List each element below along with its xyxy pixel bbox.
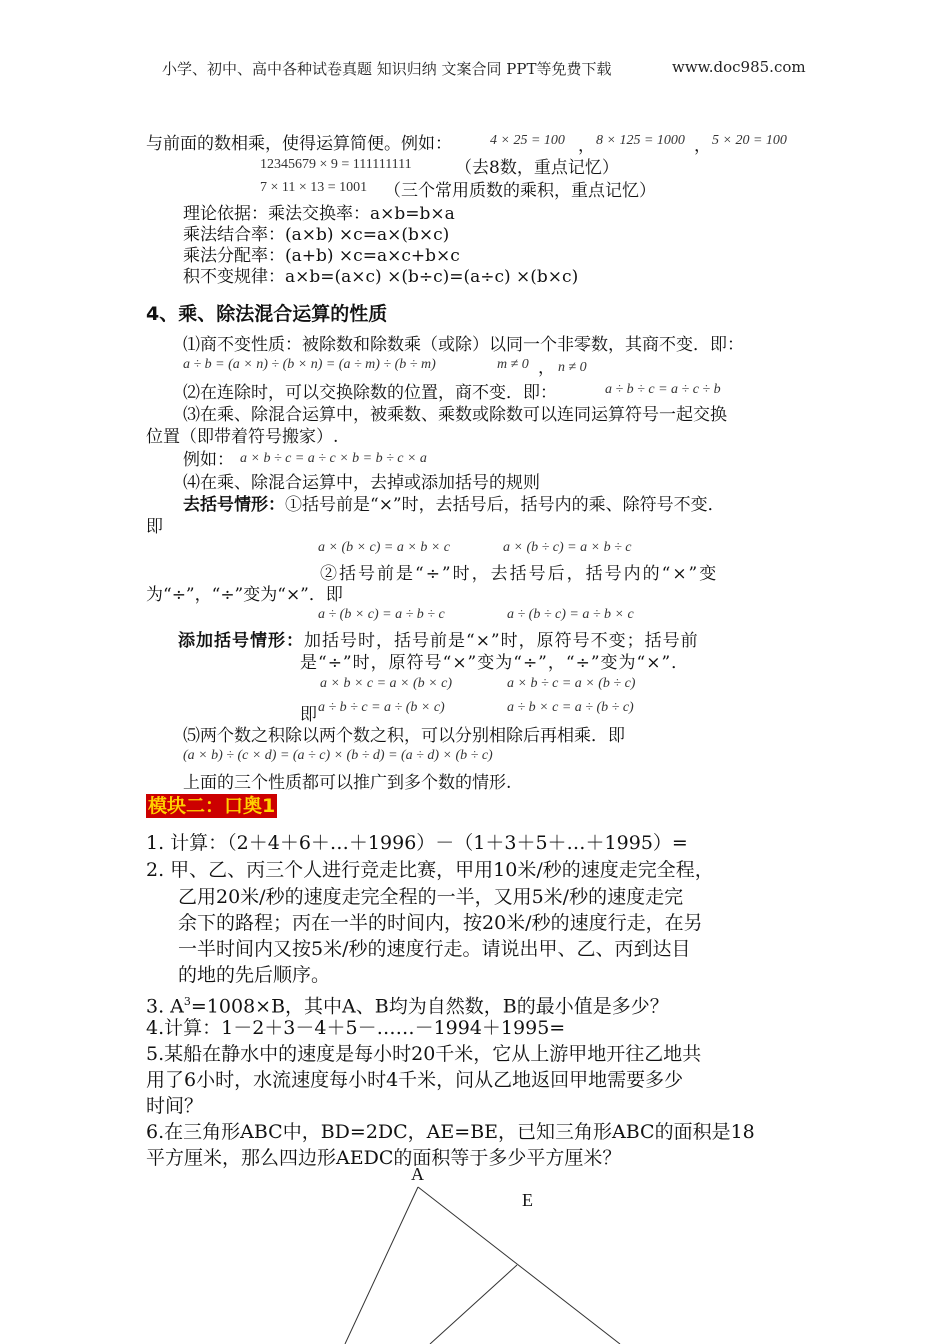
- module-heading: [146, 794, 277, 818]
- property-2: ⑵在连除时，可以交换除数的位置，商不变．即：: [183, 383, 557, 403]
- example-1: 4 × 25 = 100: [490, 133, 565, 148]
- question-6-line1: 6.在三角形ABC中，BD=2DC，AE=BE，已知三角形ABC的面积是18: [146, 1121, 755, 1143]
- law-product-invariance: 积不变规律：a×b=(a×c) ×(b÷c)=(a÷c) ×(b×c): [183, 267, 579, 287]
- example-2: 8 × 125 = 1000: [596, 133, 685, 148]
- add-brackets-rule-1: 加括号时，括号前是“×”时，原符号不变；括号前: [304, 631, 699, 651]
- header-url[interactable]: www.doc985.com: [672, 58, 806, 76]
- remove-brackets-rule-1: ①括号前是“×”时，去括号后，括号内的乘、除符号不变．: [285, 495, 725, 515]
- section-title: 4、乘、除法混合运算的性质: [146, 303, 388, 325]
- property-5: ⑸两个数之积除以两个数之积，可以分别相除后再相乘．即: [183, 726, 625, 746]
- module-title: 模块二：口奥1: [148, 795, 276, 817]
- property-2-formula: a ÷ b ÷ c = a ÷ c ÷ b: [605, 382, 721, 397]
- law-commutative: 理论依据：乘法交换率：a×b=b×a: [183, 204, 455, 224]
- property-3-example-label: 例如：: [183, 450, 234, 470]
- remove-brackets-label: 去括号情形：: [183, 495, 285, 515]
- property-1-condition-m: m ≠ 0: [497, 357, 529, 372]
- property-3-line1: ⑶在乘、除混合运算中，被乘数、乘数或除数可以连同运算符号一起交换: [183, 405, 727, 425]
- add-formula-prefix: 即: [300, 705, 317, 725]
- question-3-prefix: 3. A: [146, 995, 184, 1018]
- remove-brackets-line1: [183, 494, 725, 516]
- remove-brackets-cont: 即: [146, 517, 163, 537]
- property-5-formula: (a × b) ÷ (c × d) = (a ÷ c) × (b ÷ d) = (a ÷ d) × (b ÷ c): [183, 748, 493, 763]
- add-formula-4: a ÷ b × c = a ÷ (b ÷ c): [507, 700, 634, 715]
- segment-ed: [430, 1265, 517, 1344]
- example-5: 7 × 11 × 13 = 1001: [260, 180, 368, 195]
- question-5-line1: 5.某船在静水中的速度是每小时20千米，它从上游甲地开往乙地共: [146, 1043, 702, 1065]
- question-5-line3: 时间？: [146, 1095, 204, 1117]
- property-1-comma: ，: [538, 358, 555, 378]
- question-6-line2: 平方厘米，那么四边形AEDC的面积等于多少平方厘米？: [146, 1147, 622, 1169]
- remove-formula-4: a ÷ (b ÷ c) = a ÷ b × c: [507, 607, 634, 622]
- property-3-example: a × b ÷ c = a ÷ c × b = b ÷ c × a: [240, 451, 427, 466]
- add-brackets-rule-2: 是“÷”时，原符号“×”变为“÷”，“÷”变为“×”．: [300, 653, 690, 673]
- remove-brackets-rule-2: ②括号前是“÷”时，去括号后，括号内的“×”变: [320, 564, 719, 584]
- question-2-line4: 一半时间内又按5米/秒的速度行走。请说出甲、乙、丙到达目: [178, 938, 691, 960]
- remove-brackets-rule-2-cont: 为“÷”，“÷”变为“×”．即: [146, 585, 343, 605]
- side-ac: [418, 1187, 620, 1344]
- question-2-line1: 2. 甲、乙、丙三个人进行竞走比赛，甲用10米/秒的速度走完全程，: [146, 859, 714, 881]
- remove-formula-2: a × (b ÷ c) = a × b ÷ c: [503, 540, 632, 555]
- law-distributive: 乘法分配率：(a+b) ×c=a×c+b×c: [183, 246, 460, 266]
- triangle-figure: [330, 1165, 640, 1344]
- add-formula-3: a ÷ b ÷ c = a ÷ (b × c): [318, 700, 445, 715]
- side-ab: [345, 1187, 418, 1344]
- remove-formula-1: a × (b × c) = a × b × c: [318, 540, 450, 555]
- example-sep-2: ，: [694, 136, 711, 156]
- question-1: 1. 计算：（2＋4＋6＋…＋1996）－（1＋3＋5＋…＋1995）=: [146, 832, 688, 854]
- header-left: 小学、初中、高中各种试卷真题 知识归纳 文案合同 PPT等免费下载: [162, 60, 612, 78]
- question-3-rest: =1008×B，其中A、B均为自然数，B的最小值是多少？: [190, 995, 669, 1018]
- add-formula-1: a × b × c = a × (b × c): [320, 676, 452, 691]
- intro-line1: [146, 133, 452, 155]
- example-4: 12345679 × 9 = 111111111: [260, 157, 412, 172]
- question-3-exponent: 3: [183, 995, 191, 1008]
- add-brackets-line1: [178, 630, 699, 652]
- question-2-line5: 的地的先后顺序。: [178, 964, 331, 986]
- example-5-note: （三个常用质数的乘积，重点记忆）: [384, 181, 656, 201]
- example-3: 5 × 20 = 100: [712, 133, 787, 148]
- property-4: ⑷在乘、除混合运算中，去掉或添加括号的规则: [183, 473, 540, 493]
- property-1-condition-n: n ≠ 0: [558, 360, 587, 375]
- property-1-formula: a ÷ b = (a × n) ÷ (b × n) = (a ÷ m) ÷ (b ÷ m): [183, 357, 436, 372]
- example-4-note: （去8数，重点记忆）: [455, 158, 619, 178]
- intro-text: 与前面的数相乘，使得运算简便。例如：: [146, 134, 452, 154]
- question-2-line2: 乙用20米/秒的速度走完全程的一半，又用5米/秒的速度走完: [178, 886, 684, 908]
- question-2-line3: 余下的路程；丙在一半的时间内，按20米/秒的速度行走，在另: [178, 912, 703, 934]
- example-sep-1: ，: [578, 136, 595, 156]
- label-a: A: [411, 1164, 424, 1184]
- question-4: 4.计算：1－2＋3－4＋5－……－1994＋1995=: [146, 1017, 566, 1039]
- summary: 上面的三个性质都可以推广到多个数的情形.: [183, 773, 512, 793]
- label-e: E: [522, 1190, 533, 1210]
- question-5-line2: 用了6小时，水流速度每小时4千米，问从乙地返回甲地需要多少: [146, 1069, 684, 1091]
- add-formula-2: a × b ÷ c = a × (b ÷ c): [507, 676, 636, 691]
- add-brackets-label: 添加括号情形：: [178, 631, 304, 651]
- property-3-line2: 位置（即带着符号搬家）.: [146, 427, 339, 447]
- law-associative: 乘法结合率：(a×b) ×c=a×(b×c): [183, 225, 450, 245]
- property-1: ⑴商不变性质：被除数和除数乘（或除）以同一个非零数，其商不变．即：: [183, 335, 744, 355]
- remove-formula-3: a ÷ (b × c) = a ÷ b ÷ c: [318, 607, 445, 622]
